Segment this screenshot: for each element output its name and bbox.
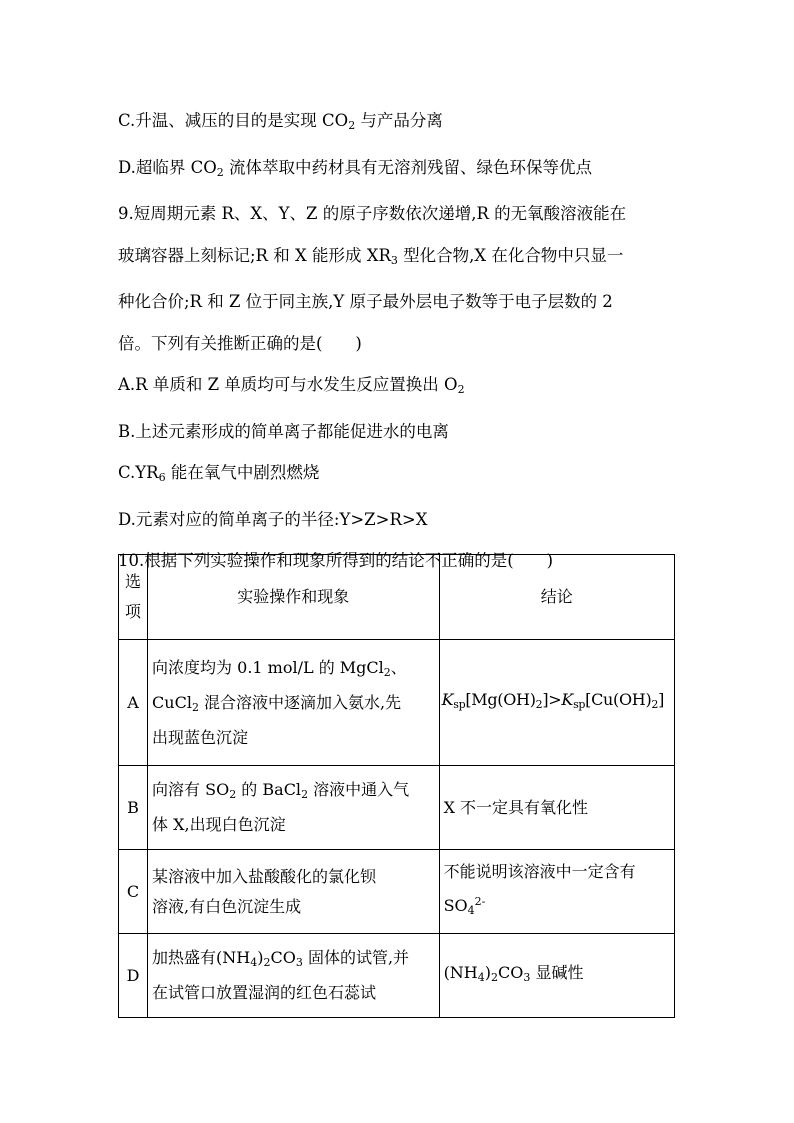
q9-option-a: A.R 单质和 Z 单质均可与水发生反应置换出 $O_2$ [118,375,465,396]
row-operation: 某溶液中加入盐酸酸化的氯化钡 溶液,有白色沉淀生成 [148,850,440,934]
row-operation: 向溶有 $SO_2$ 的 BaCl$_2$ 溶液中通入气 体 X,出现白色沉淀 [148,766,440,850]
table-row [119,850,675,934]
row-option: B [119,766,148,850]
row-conclusion: $(NH_4)_2CO_3$ 显碱性 [439,934,674,1018]
q10-title: 10.根据下列实验操作和现象所得到的结论不正确的是( ) [118,551,554,570]
q9-option-c: $C.YR_6$ 能在氧气中剧烈燃烧 [118,463,320,484]
table-row [119,934,675,1018]
header-operation: 实验操作和现象 [148,555,440,640]
row-conclusion: $K_{sp}[Mg(OH)_2]>K_{sp}[Cu(OH)_2]$ [439,640,674,766]
q9-option-d: D.元素对应的简单离子的半径:Y>Z>R>X [118,509,428,529]
table-row [119,640,675,766]
row-conclusion: 不能说明该溶液中一定含有 $SO_4^{2-}$ [439,850,674,934]
q10-table [118,554,675,1018]
header-conclusion: 结论 [439,555,674,640]
row-operation: 向浓度均为 0.1 mol/L 的 MgCl$_2$、 CuCl$_2$ 混合溶液中逐滴加入氨水,先 出现蓝色沉淀 [148,640,440,766]
question-content [118,100,678,582]
q9-stem: 9.短周期元素 R、X、Y、Z 的原子序数依次递增,R 的无氧酸溶液能在 玻璃容器上刻标记;R 和 X 能形成 $XR_3$ 型化合物,X 在化合物中只显一 种化合价;R 和 Z 位于同主族,Y 原子最外层电子数等于电子层数的 2 倍。下列有关推断正确的是( ) [118,204,627,353]
q9-option-b: B.上述元素形成的简单离子都能促进水的电离 [118,421,449,441]
q8-option-d: D.超临界 $CO_2$ 流体萃取中药材具有无溶剂残留、绿色环保等优点 [118,157,593,179]
header-option: 选 项 [119,555,148,640]
q8-option-c: C.升温、减压的目的是实现 $CO_2$ 与产品分离 [118,111,443,132]
row-option: C [119,850,148,934]
row-option: A [119,640,148,766]
table-row [119,766,675,850]
row-operation: 加热盛有$(NH_4)_2CO_3$ 固体的试管,并 在试管口放置湿润的红色石蕊试 [148,934,440,1018]
row-option: D [119,934,148,1018]
table-header-row [119,555,675,640]
row-conclusion: X 不一定具有氧化性 [439,766,674,850]
